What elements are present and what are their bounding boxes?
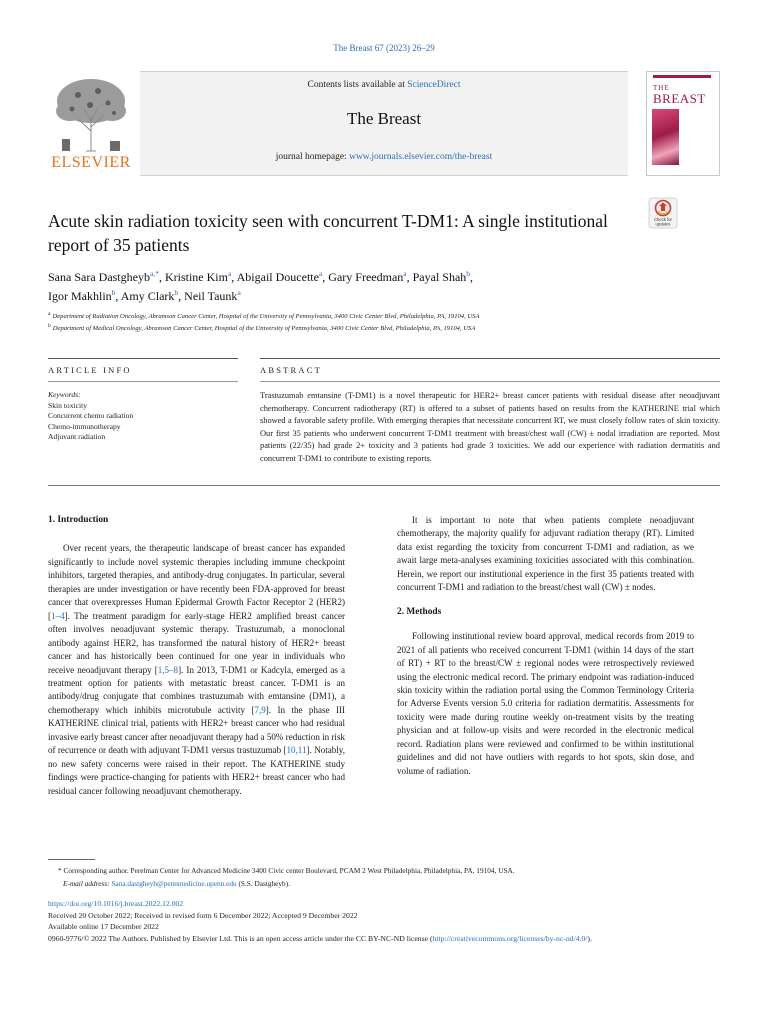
homepage-prefix: journal homepage:	[275, 152, 350, 162]
author-affiliation-mark[interactable]: b	[466, 269, 471, 278]
author-list	[48, 268, 668, 306]
article-info-heading: ARTICLE INFO	[48, 365, 132, 375]
doi-link[interactable]: https://doi.org/10.1016/j.breast.2022.12.002	[48, 899, 184, 908]
masthead-panel	[140, 71, 628, 176]
author-separator: ,	[470, 270, 474, 284]
license-prefix: 0960-9776/© 2022 The Authors. Published by Elsevier Ltd. This is an open access article under the CC BY-NC-ND license (	[48, 933, 433, 943]
email-note	[48, 878, 720, 891]
tree-of-knowledge-icon	[48, 71, 134, 155]
author-name[interactable]: Igor Makhlin	[48, 289, 112, 303]
methods-paragraph-1: Following institutional review board approval, medical records from 2019 to 2021 of all patients who received concurrent T-DM1 (within 14 days of the start of RT) + RT to the breast/CW ± regional nodes were retrospectively reviewed using the electronic medical record. The primary endpoint was radiation-induced skin toxicity within the radiation portal using the Common Terminology Criteria for Adverse Events version 5.0 criteria for radiation dermatitis. Assessments for toxicity were made during routine weekly on-treatment visits by the treating physician and at follow-up visits and were recorded in the electronic medical record. Radiation plans were reviewed and confirmed to be within institutional guidelines and did not have outliers with regards to hot spots, skin dose, and volume of radiation.	[397, 631, 694, 776]
cover-title: BREAST	[653, 91, 706, 106]
affiliation-a	[48, 311, 728, 323]
citation-link[interactable]: 10,11	[286, 745, 307, 756]
article-title: Acute skin radiation toxicity seen with concurrent T-DM1: A single institutional report of 35 patients	[48, 211, 608, 255]
check-for-updates-button[interactable]	[648, 197, 678, 229]
author-separator: ,	[158, 270, 165, 284]
intro-text: ]. The treatment paradigm for early-stage HER2 amplified breast cancer often involves neoadjuvant systemic therapy. Trastuzumab, a monoclonal antibody against HER2, has transformed the natural history of HER2+ breast cancer and has historically been continued for one year in individuals who receive neoadjuvant therapy [	[48, 610, 345, 675]
article-info-top-rule	[48, 358, 238, 359]
keyword-item: Chemo-immunotherapy	[48, 421, 121, 431]
received-dates: Received 20 October 2022; Received in revised form 6 December 2022; Accepted 9 December 2022	[48, 910, 358, 920]
author-affiliation-mark[interactable]: a	[227, 269, 232, 278]
author-separator: ,	[406, 270, 413, 284]
footnote-rule	[48, 859, 95, 860]
journal-title: The Breast	[346, 109, 422, 128]
sciencedirect-link[interactable]: ScienceDirect	[407, 80, 461, 90]
article-info-sub-rule	[48, 381, 238, 382]
cover-artwork	[652, 109, 679, 165]
author-affiliation-mark[interactable]: b	[174, 288, 179, 297]
journal-masthead	[48, 71, 720, 174]
author-name[interactable]: Gary Freedman	[328, 270, 404, 284]
affiliation-mark: b	[48, 322, 51, 329]
author-affiliation-mark[interactable]: a	[237, 288, 241, 297]
abstract-sub-rule	[260, 381, 720, 382]
keywords-label: Keywords:	[48, 390, 81, 399]
email-label: E-mail address:	[63, 878, 112, 888]
intro-text: ]. Notably, no new safety concerns were raised in their report. The KATHERINE study findings were practice-changing for patients with HER2+ breast cancer who had residual cancer following neoadjuvant chemotherapy.	[48, 745, 346, 796]
abstract-top-rule	[260, 358, 720, 359]
affiliation-text: Department of Radiation Oncology, Abramson Cancer Center, Hospital of the University of Pennsylvania, 3400 Civic Center Blvd, Philadelphia, PA, 19104, USA	[52, 313, 480, 320]
author-name[interactable]: Neil Taunk	[184, 289, 238, 303]
author-name[interactable]: Payal Shah	[412, 270, 467, 284]
license-suffix: ).	[587, 933, 592, 943]
author-separator: ,	[231, 270, 237, 284]
check-for-updates-line1: Check for	[654, 217, 672, 222]
cover-accent-bar	[653, 75, 711, 78]
author-affiliation-mark[interactable]: a	[318, 269, 323, 278]
author-separator: ,	[115, 289, 121, 303]
methods-heading: 2. Methods	[397, 606, 442, 617]
keyword-item: Adjuvant radiation	[48, 432, 106, 442]
keywords-block	[48, 390, 238, 443]
elsevier-logo[interactable]	[48, 71, 134, 174]
author-separator: ,	[322, 270, 329, 284]
citation-link[interactable]: 7,9	[254, 704, 266, 715]
footnotes	[48, 865, 720, 890]
license-statement	[48, 933, 724, 945]
affiliation-text: Department of Medical Oncology, Abramson Cancer Center, Hospital of the University of Pennsylvania, 3400 Civic Center Blvd, Philadelphia, PA, 19104, USA	[52, 325, 476, 332]
body-column-right	[397, 514, 694, 778]
affiliation-b	[48, 323, 728, 335]
email-suffix: (S.S. Dastgheyb).	[236, 878, 290, 888]
author-email-link[interactable]: Sana.dastgheyb@pennmedicine.upenn.edu	[111, 878, 237, 888]
contents-line	[140, 80, 628, 90]
author-name[interactable]: Amy Clark	[120, 289, 175, 303]
journal-homepage-link[interactable]: www.journals.elsevier.com/the-breast	[349, 152, 493, 162]
keyword-item: Skin toxicity	[48, 400, 88, 410]
abstract-heading: ABSTRACT	[260, 365, 322, 375]
affiliations	[48, 311, 728, 335]
abstract-bottom-rule	[48, 485, 720, 486]
author-name[interactable]: Kristine Kim	[164, 270, 228, 284]
cover-title-prefix: THE	[653, 84, 670, 92]
homepage-line	[140, 152, 628, 162]
license-link[interactable]: http://creativecommons.org/licenses/by-nc-nd/4.0/	[432, 933, 588, 943]
intro-text: Over recent years, the therapeutic landscape of breast cancer has expanded significantly to include novel systemic therapies including immune checkpoint inhibitors, targeted therapies, and antibody-drug conjugates. In particular, several therapies are under investigation or have recently been FDA-approved for breast cancer that overexpresses Human Epidermal Growth Factor Receptor 2 (HER2) [	[48, 543, 345, 621]
intro-text: ]. In 2013, T-DM1 or Kadcyla, emerged as a treatment option for patients with metastatic breast cancer. T-DM1 is an antibody/drug conjugate that combines trastuzumab with emtansine (DM1), a chemotherapy which inhibits microtubule activity [	[48, 664, 345, 715]
intro-text: ]. In the phase III KATHERINE clinical trial, patients with HER2+ breast cancer who had residual invasive early breast cancer after neoadjuvant therapy had a 50% reduction in risk of recurrence or death with adjuvant T-DM1 versus trastuzumab [	[48, 704, 345, 756]
check-for-updates-line2: updates	[655, 221, 671, 227]
journal-cover-image[interactable]	[646, 71, 720, 176]
introduction-heading: 1. Introduction	[48, 515, 109, 525]
author-affiliation-mark[interactable]: b	[111, 288, 116, 297]
author-name[interactable]: Sana Sara Dastgheyb	[48, 270, 150, 284]
check-for-updates-icon	[648, 197, 678, 229]
author-affiliation-mark[interactable]: a	[403, 269, 407, 278]
contents-prefix: Contents lists available at	[307, 80, 408, 90]
citation-link[interactable]: 1–4	[51, 610, 65, 621]
corresponding-author-note: * Corresponding author. Perelman Center for Advanced Medicine 3400 Civic center Boulevard, PCAM 2 West Philadelphia, Philadelphia, PA, 19104, USA.	[58, 866, 515, 875]
author-affiliation-mark[interactable]: a,*	[149, 269, 159, 278]
available-online-date: Available online 17 December 2022	[48, 922, 159, 932]
abstract-text: Trastuzumab emtansine (T-DM1) is a novel therapeutic for HER2+ breast cancer patients with residual disease after neoadjuvant chemotherapy. Concurrent radiotherapy (RT) is offered to a subset of patients based on results from the KATHERINE trial which showed a favorable safety profile. With emerging therapies that necessitate concurrent RT, we must closely follow rates of skin toxicity. Our first 35 patients who underwent concurrent T-DM1 treatment with breast/chest wall (CW) ± nodal irradiation are reported. Most patients (22/35) had grade 2+ toxicity and 3 patients had grade 3 toxicities. We add our experience with radiation dermatitis and concurrent T-DM1 to contribute to existing reports.	[260, 391, 720, 463]
publication-info	[48, 898, 724, 944]
introduction-paragraph-1	[48, 542, 345, 798]
affiliation-mark: a	[48, 310, 51, 317]
citation-link[interactable]: 1,5–8	[157, 664, 179, 675]
introduction-paragraph-2: It is important to note that when patients complete neoadjuvant chemotherapy, the majority qualify for adjuvant radiation therapy (RT). Limited data exist regarding the toxicity from concurrent T-DM1 and radiation, as we await large meta-analyses examining toxicities associated with this combination. Herein, we report our institutional experience in the first 35 patients treated with concurrent T-DM1 and radiation to the breast/chest wall (CW) ± nodes.	[397, 515, 694, 593]
journal-reference[interactable]: The Breast 67 (2023) 26–29	[333, 43, 435, 53]
publisher-wordmark: ELSEVIER	[51, 154, 131, 171]
author-name[interactable]: Abigail Doucette	[236, 270, 319, 284]
body-column-left	[48, 514, 345, 798]
keyword-item: Concurrent chemo radiation	[48, 411, 134, 421]
author-separator: ,	[178, 289, 185, 303]
